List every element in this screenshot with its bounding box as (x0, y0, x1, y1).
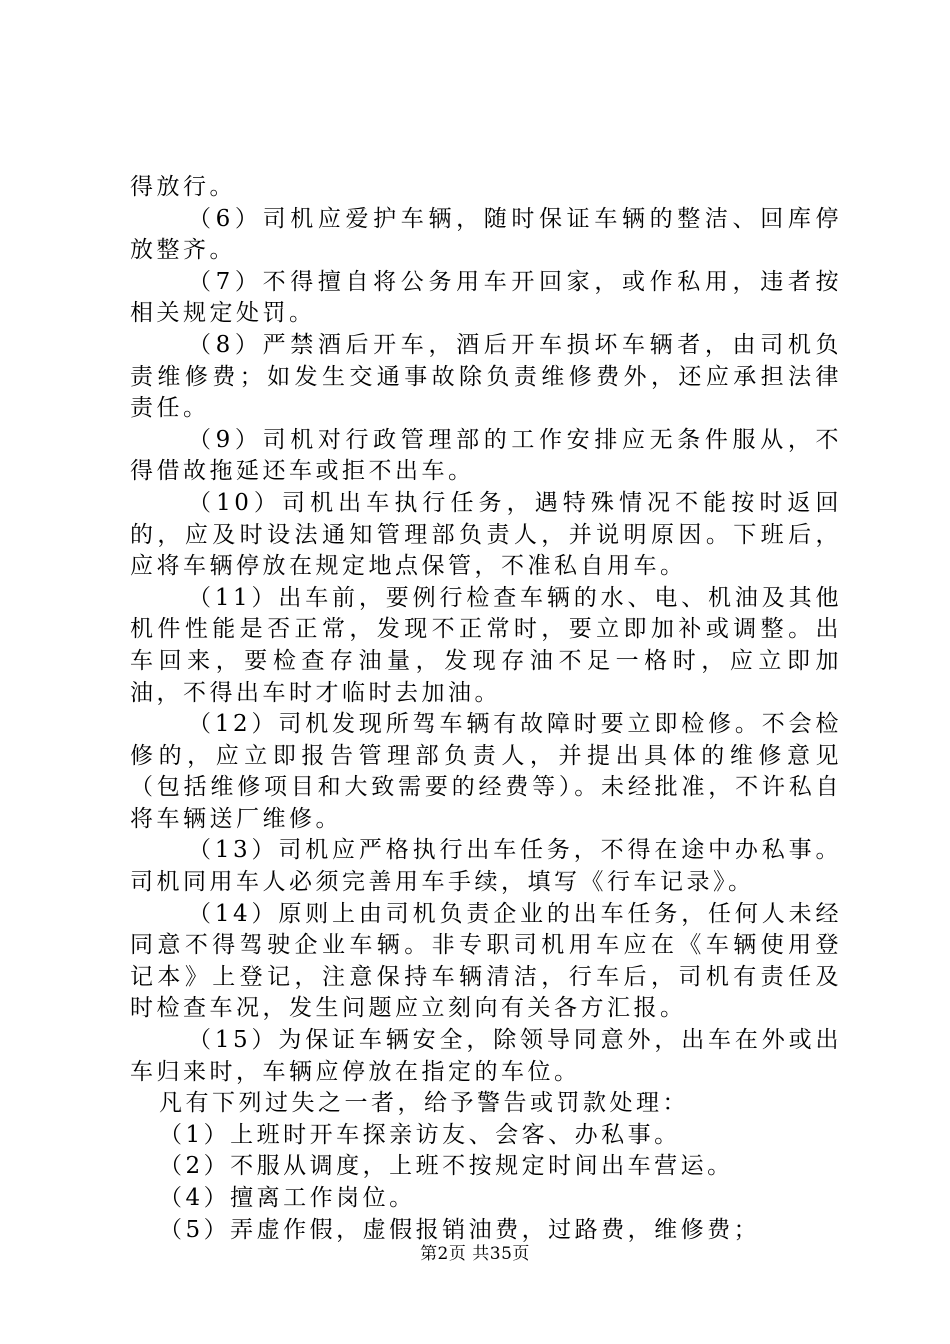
penalty-item-1: （1）上班时开车探亲访友、会客、办私事。 (159, 1121, 681, 1148)
rule-item-9: （9）司机对行政管理部的工作安排应无条件服从，不得借故拖延还车或拒不出车。 (130, 426, 842, 485)
penalty-item-5: （5）弄虚作假，虚假报销油费，过路费，维修费； (159, 1216, 761, 1243)
rule-item-15: （15）为保证车辆安全，除领导同意外，出车在外或出车归来时，车辆应停放在指定的车位。 (130, 1027, 842, 1085)
document-body (130, 172, 842, 1246)
rule-item-11: （11）出车前，要例行检查车辆的水、电、机油及其他机件性能是否正常，发现不正常时，要立即加补或调整。出车回来，要检查存油量，发现存油不足一格时，应立即加油，不得出车时才临时去加油。 (130, 584, 842, 706)
penalty-item-4: （4）擅离工作岗位。 (159, 1185, 416, 1211)
rule-item-13: （13）司机应严格执行出车任务，不得在途中办私事。司机同用车人必须完善用车手续，填写《行车记录》。 (130, 837, 842, 896)
rule-item-7: （7）不得擅自将公务用车开回家，或作私用，违者按相关规定处罚。 (130, 268, 842, 327)
penalty-item-2: （2）不服从调度，上班不按规定时间出车营运。 (159, 1153, 734, 1180)
rule-item-12: （12）司机发现所驾车辆有故障时要立即检修。不会检修的，应立即报告管理部负责人，并提出具体的维修意见（包括维修项目和大致需要的经费等）。未经批准，不许私自将车辆送厂维修。 (130, 711, 842, 832)
rule-item-8: （8）严禁酒后开车，酒后开车损坏车辆者，由司机负责维修费；如发生交通事故除负责维修费外，还应承担法律责任。 (130, 331, 842, 422)
rule-item-10: （10）司机出车执行任务，遇特殊情况不能按时返回的，应及时设法通知管理部负责人，并说明原因。下班后，应将车辆停放在规定地点保管，不准私自用车。 (130, 489, 842, 580)
rule-item-14: （14）原则上由司机负责企业的出车任务，任何人未经同意不得驾驶企业车辆。非专职司机用车应在《车辆使用登记本》上登记，注意保持车辆清洁，行车后，司机有责任及时检查车况，发生问题应立刻向有关各方汇报。 (130, 900, 842, 1022)
page-number-footer: 第2页 共35页 (420, 1244, 530, 1264)
paragraph-continuation: 得放行。 (130, 174, 236, 200)
penalty-intro: 凡有下列过失之一者，给予警告或罚款处理： (159, 1090, 689, 1117)
rule-item-6: （6）司机应爱护车辆，随时保证车辆的整洁、回库停放整齐。 (130, 205, 842, 264)
